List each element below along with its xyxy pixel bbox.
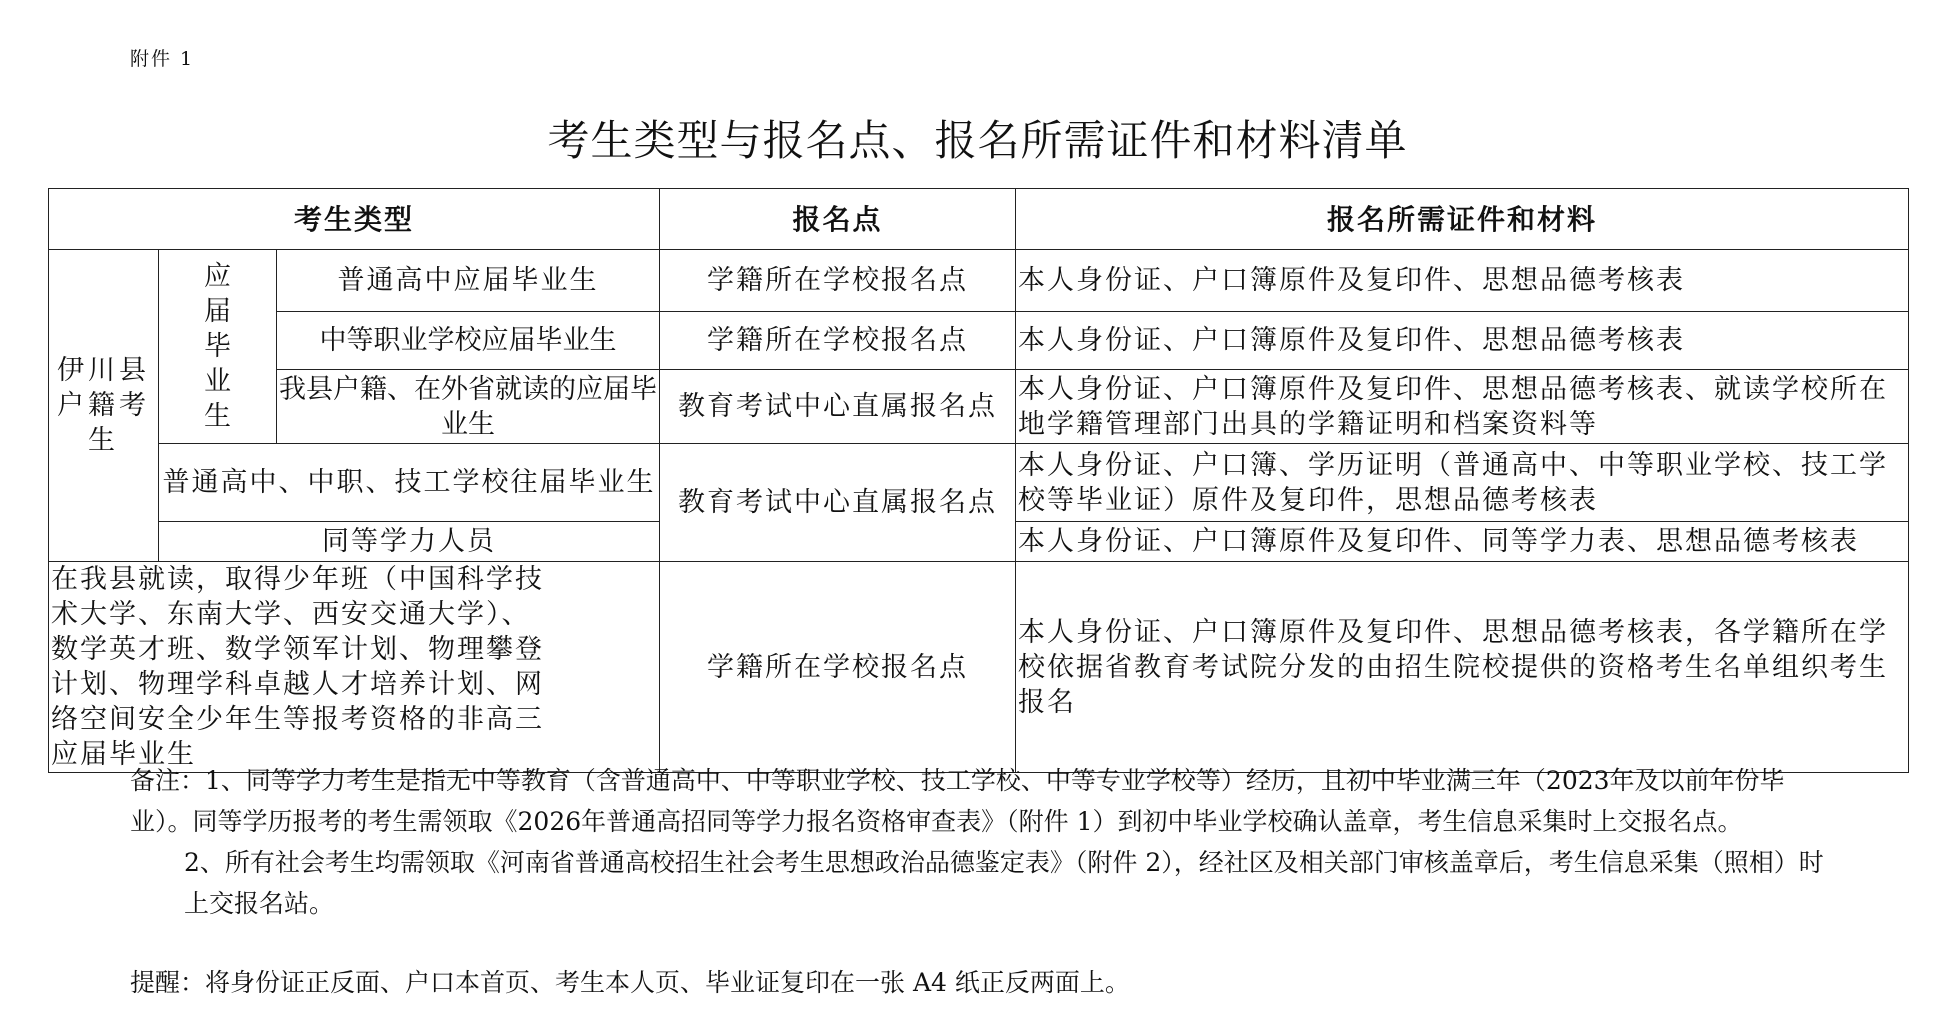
notes-section [130, 760, 1830, 924]
site-cell: 教育考试中心直属报名点 [660, 370, 1016, 444]
materials-cell: 本人身份证、户口簿原件及复印件、思想品德考核表、就读学校所在地学籍管理部门出具的学籍证明和档案资料等 [1016, 370, 1909, 444]
type-cell: 中等职业学校应届毕业生 [277, 312, 660, 370]
group-local-cell [49, 250, 159, 562]
table-row [49, 312, 1909, 370]
reminder: 提醒：将身份证正反面、户口本首页、考生本人页、毕业证复印在一张 A4 纸正反两面上。 [130, 968, 1130, 997]
site-cell: 学籍所在学校报名点 [660, 562, 1016, 773]
materials-cell: 本人身份证、户口簿原件及复印件、同等学力表、思想品德考核表 [1016, 522, 1909, 562]
materials-cell: 本人身份证、户口簿原件及复印件、思想品德考核表，各学籍所在学校依据省教育考试院分发的由招生院校提供的资格考生名单组织考生报名 [1016, 562, 1909, 773]
group-local-label: 伊川县户籍考生 [57, 355, 150, 456]
materials-cell: 本人身份证、户口簿、学历证明（普通高中、中等职业学校、技工学校等毕业证）原件及复印件，思想品德考核表 [1016, 444, 1909, 522]
note-1: 备注：1、同等学力考生是指无中等教育（含普通高中、中等职业学校、技工学校、中等专业学校等）经历，且初中毕业满三年（2023年及以前年份毕业）。同等学历报考的考生需领取《2026年普通高招同等学力报名资格审查表》（附件 1）到初中毕业学校确认盖章，考生信息采集时上交报名点。 [130, 766, 1785, 836]
group-current-cell [159, 250, 277, 444]
header-materials: 报名所需证件和材料 [1016, 189, 1909, 250]
site-cell: 学籍所在学校报名点 [660, 312, 1016, 370]
site-cell: 教育考试中心直属报名点 [660, 444, 1016, 562]
site-cell: 学籍所在学校报名点 [660, 250, 1016, 312]
header-site: 报名点 [660, 189, 1016, 250]
materials-cell: 本人身份证、户口簿原件及复印件、思想品德考核表 [1016, 312, 1909, 370]
materials-cell: 本人身份证、户口簿原件及复印件、思想品德考核表 [1016, 250, 1909, 312]
type-cell: 我县户籍、在外省就读的应届毕业生 [277, 370, 660, 444]
group-current-label: 应届毕业生 [204, 261, 231, 432]
table-row [49, 370, 1909, 444]
type-cell: 同等学力人员 [159, 522, 660, 562]
type-cell: 普通高中应届毕业生 [277, 250, 660, 312]
header-type: 考生类型 [49, 189, 660, 250]
table-row [49, 250, 1909, 312]
attachment-label: 附件 1 [130, 48, 195, 70]
materials-table [48, 188, 1909, 773]
table-header-row [49, 189, 1909, 250]
page-title: 考生类型与报名点、报名所需证件和材料清单 [547, 116, 1408, 165]
note-2: 2、所有社会考生均需领取《河南省普通高校招生社会考生思想政治品德鉴定表》（附件 2），经社区及相关部门审核盖章后，考生信息采集（照相）时上交报名站。 [184, 848, 1824, 918]
table-row [49, 562, 1909, 773]
type-cell: 普通高中、中职、技工学校往届毕业生 [159, 444, 660, 522]
table-row [49, 444, 1909, 522]
type-cell: 在我县就读，取得少年班（中国科学技术大学、东南大学、西安交通大学）、数学英才班、数学领军计划、物理攀登计划、物理学科卓越人才培养计划、网络空间安全少年生等报考资格的非高三应届毕业生 [49, 562, 660, 773]
